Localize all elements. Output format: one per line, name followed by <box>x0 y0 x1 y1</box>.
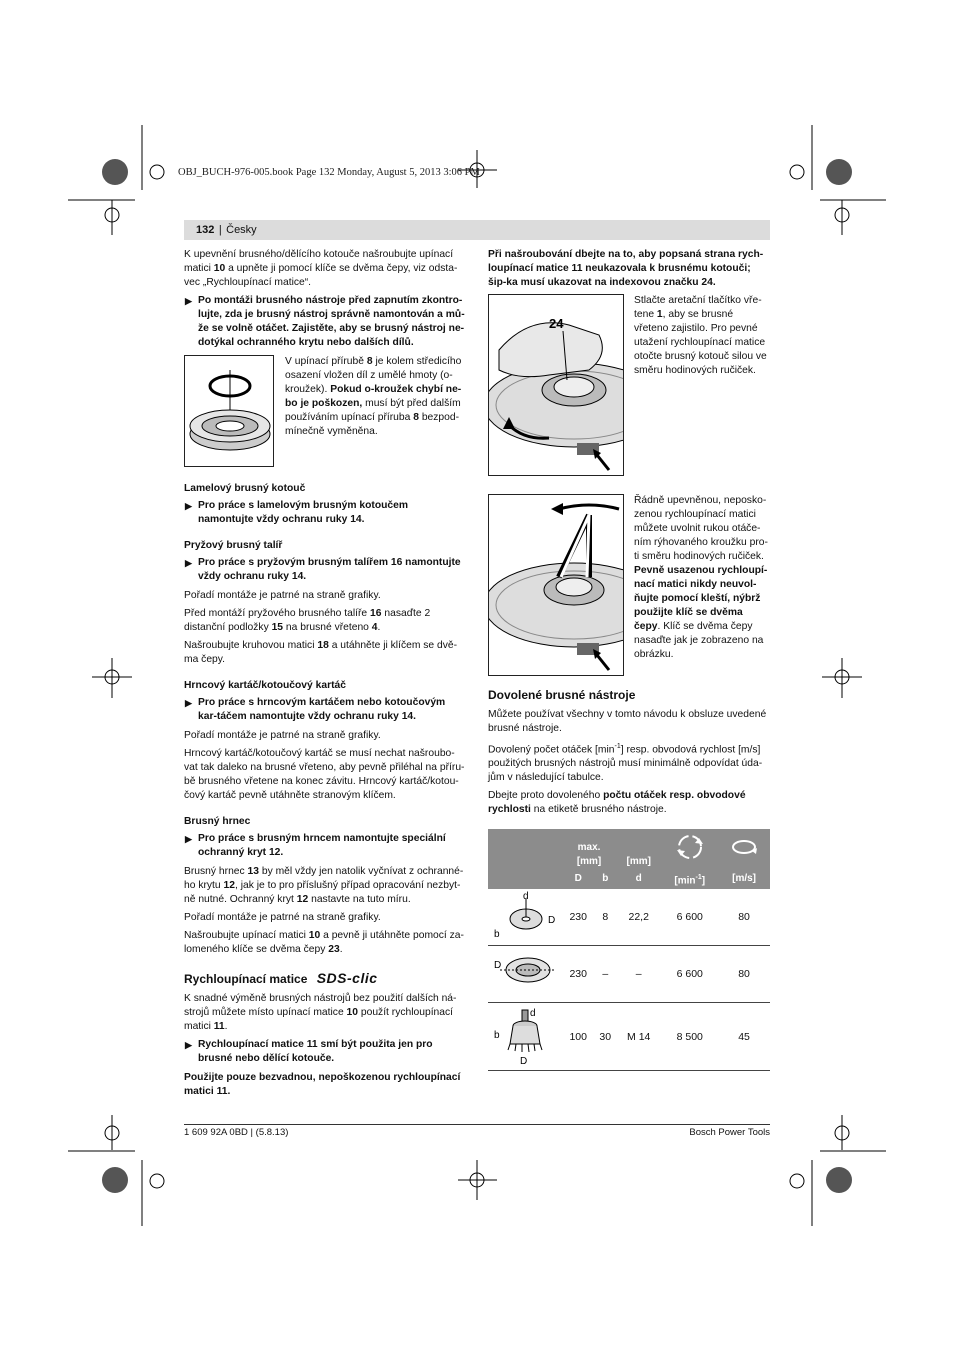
cell-speed: 80 <box>718 889 770 946</box>
table-header-row-2 <box>488 869 770 889</box>
header-b: b <box>594 869 616 889</box>
cup-brush-p2: Hrncový kartáč/kotoučový kartáč se musí nechat našroubo-vat tak daleko na brusné vřeteno, aby pevně přiléhal na příru-bě brusného vřetene na konec závitu. Hrncový kartáč/kotou-čový kartáč pevně utáhněte stranovým klíčem. <box>184 748 465 801</box>
cell-d: M 14 <box>616 1003 661 1071</box>
flange-note: V upínací přírubě 8 je kolem středicího osazení vložen díl z umělé hmoty (o-kroužek). Pokud o-kroužek chybí ne-bo je poškozen, musí být před dalším používáním upínací příruba 8 bezpod-mínečně vyměněna. <box>285 356 462 437</box>
header-rpm: $[\min^{-1}]$ <box>661 869 718 889</box>
step1-block <box>488 294 770 482</box>
allowed-tools-heading: Dovolené brusné nástroje <box>488 688 636 702</box>
step1-text: Stlačte aretační tlačítko vře-tene 1, aby se brusné vřeteno zajistilo. Pro pevné utažení rychloupínací matice otočte brusný kotouč silou ve směru hodinových ručiček. <box>634 295 767 376</box>
cell-d: – <box>616 946 661 1003</box>
table-row <box>488 1003 770 1071</box>
quick-nut-p1: K snadné výměně brusných nástrojů bez použití dalších ná-strojů můžete místo upínací matice 10 použít rychloupínací matici 11. <box>184 993 457 1032</box>
rubber-pad-icon <box>488 946 562 1003</box>
table-row <box>488 889 770 946</box>
footer-doc-number: 1 609 92A 0BD | (5.8.13) <box>184 1127 289 1138</box>
sds-clic-logo: SDS-clic <box>316 970 378 986</box>
cell-d: 22,2 <box>616 889 661 946</box>
left-column <box>184 248 465 1103</box>
flange-block <box>184 355 465 470</box>
cell-b: 30 <box>594 1003 616 1071</box>
header-mm: [mm] <box>616 829 661 869</box>
bullet-quick-nut: ▶ Rychloupínací matice 11 smí být použita jen pro brusné nebo dělící kotouče. <box>185 1039 433 1064</box>
header-d: d <box>616 869 661 889</box>
bullet-mount-check: ▶ Po montáži brusného nástroje před zapnutím zkontro-lujte, zda je brusný nástroj správně namontován a mů-že se volně otáčet. Zajistěte, aby se brusný nástroj ne-dotýkal ochranného krytu nebo dalších dílů. <box>185 295 465 348</box>
svg-text:d: d <box>523 891 529 903</box>
grinding-pot-p1: Brusný hrnec 13 by měl vždy jen natolik vyčnívat z ochranné-ho krytu 12, jak je to pro příslušný případ opracování nezbyt-ně nutné. Ochranný kryt 12 nastavte na tuto míru. <box>184 866 464 905</box>
cup-brush-heading: Hrncový kartáč/kotoučový kartáč <box>184 680 346 691</box>
svg-text:b: b <box>494 1029 500 1041</box>
allowed-tools-p2: Dovolený počet otáček $[\min^{-1}]$ resp. obvodová rychlost [m/s] použitých brusných nástrojů musí minimálně odpovídat úda-jům v následující tabulce. <box>488 743 763 784</box>
cell-D: 230 <box>562 889 594 946</box>
svg-text:D: D <box>548 915 556 927</box>
flange-figure <box>184 355 274 467</box>
page-header <box>184 220 770 240</box>
cell-rpm: 6 600 <box>661 889 718 946</box>
svg-text:D: D <box>494 960 502 972</box>
quick-nut-heading: Rychloupínací matice SDS-clic <box>184 970 378 986</box>
index-mark-label: 24 <box>549 316 564 331</box>
rubber-pad-p1: Pořadí montáže je patrné na straně grafiky. <box>184 590 381 601</box>
allowed-tools-p1: Můžete používat všechny v tomto návodu k obsluze uvedené brusné nástroje. <box>488 709 767 734</box>
step2-block <box>488 494 770 678</box>
rpm-icon <box>661 829 718 869</box>
grinding-pot-p2: Pořadí montáže je patrné na straně grafiky. <box>184 912 381 923</box>
loosen-nut-figure <box>488 494 624 676</box>
cup-brush-p1: Pořadí montáže je patrné na straně grafiky. <box>184 730 381 741</box>
header-separator: | <box>218 224 222 236</box>
grinding-pot-heading: Brusný hrnec <box>184 816 251 827</box>
print-header: OBJ_BUCH-976-005.book Page 132 Monday, August 5, 2013 3:06 PM <box>178 167 480 178</box>
cell-D: 230 <box>562 946 594 1003</box>
cell-speed: 80 <box>718 946 770 1003</box>
header-speed: [m/s] <box>718 869 770 889</box>
quick-nut-p2: Použijte pouze bezvadnou, nepoškozenou rychloupínací matici 11. <box>184 1072 461 1097</box>
rubber-pad-heading: Pryžový brusný talíř <box>184 540 283 551</box>
cell-speed: 45 <box>718 1003 770 1071</box>
allowed-tools-p3: Dbejte proto dovoleného počtu otáček resp. obvodové rychlosti na etiketě brusného nástroje. <box>488 790 746 816</box>
cell-b: – <box>594 946 616 1003</box>
allowed-tools-table <box>488 829 770 1071</box>
intro-paragraph: K upevnění brusného/dělícího kotouče našroubujte upínací matici 10 a upněte ji pomocí klíče se dvěma čepy, viz odsta-vec „Rychloupínací matice“. <box>184 249 458 288</box>
table-row <box>488 946 770 1003</box>
grinding-disc-icon <box>488 889 562 946</box>
footer-rule <box>184 1124 770 1125</box>
cell-rpm: 6 600 <box>661 946 718 1003</box>
bullet-cup-brush: ▶ Pro práce s hrncovým kartáčem nebo kotoučovým kar-táčem namontujte vždy ochranu ruky 14. <box>185 697 446 722</box>
table-header-row-1 <box>488 829 770 869</box>
cell-D: 100 <box>562 1003 594 1071</box>
rubber-pad-p2: Před montáží pryžového brusného talíře 16 nasaďte 2 distanční podložky 15 na brusné vřeteno 4. <box>184 608 431 633</box>
quick-nut-warning: Při našroubování dbejte na to, aby popsaná strana rych-loupínací matice 11 neukazovala k brusnému kotouči; šip-ka musí ukazovat na indexovou značku 24. <box>488 249 764 288</box>
header-language: Česky <box>226 224 257 236</box>
cell-rpm: 8 500 <box>661 1003 718 1071</box>
right-column <box>488 248 770 1071</box>
header-max-mm: max. [mm] <box>562 829 616 869</box>
cup-brush-icon <box>488 1003 562 1071</box>
footer-brand: Bosch Power Tools <box>689 1127 770 1138</box>
bullet-grinding-pot: ▶ Pro práce s brusným hrncem namontujte speciální ochranný kryt 12. <box>185 833 446 858</box>
tighten-nut-figure <box>488 294 624 476</box>
cell-b: 8 <box>594 889 616 946</box>
grinding-pot-p3: Našroubujte upínací matici 10 a pevně ji utáhněte pomocí za-lomeného klíče se dvěma čepy 23. <box>184 930 464 955</box>
svg-text:b: b <box>494 929 500 941</box>
header-D: D <box>562 869 594 889</box>
svg-text:D: D <box>520 1055 528 1066</box>
bullet-flap-disc: ▶ Pro práce s lamelovým brusným kotoučem namontujte vždy ochranu ruky 14. <box>185 500 409 525</box>
flap-disc-heading: Lamelový brusný kotouč <box>184 483 306 494</box>
rubber-pad-p3: Našroubujte kruhovou matici 18 a utáhněte ji klíčem se dvě-ma čepy. <box>184 640 458 665</box>
page-number: 132 <box>196 224 215 236</box>
step2-text: Řádně upevněnou, neposko-zenou rychloupínací matici můžete uvolnit rukou otáče-ním rýhovaného kroužku pro-ti směru hodinových ručiček. Pevně usazenou rychloupí-nací matici nikdy neuvol-ňujte pomocí kleští, nýbrž použijte klíč se dvěma čepy. Klíč se dvěma čepy nasaďte jak je zobrazeno na obrázku. <box>634 495 768 660</box>
svg-text:d: d <box>530 1007 536 1019</box>
bullet-rubber-pad: ▶ Pro práce s pryžovým brusným talířem 16 namontujte vždy ochranu ruky 14. <box>185 557 461 582</box>
peripheral-speed-icon <box>718 829 770 869</box>
